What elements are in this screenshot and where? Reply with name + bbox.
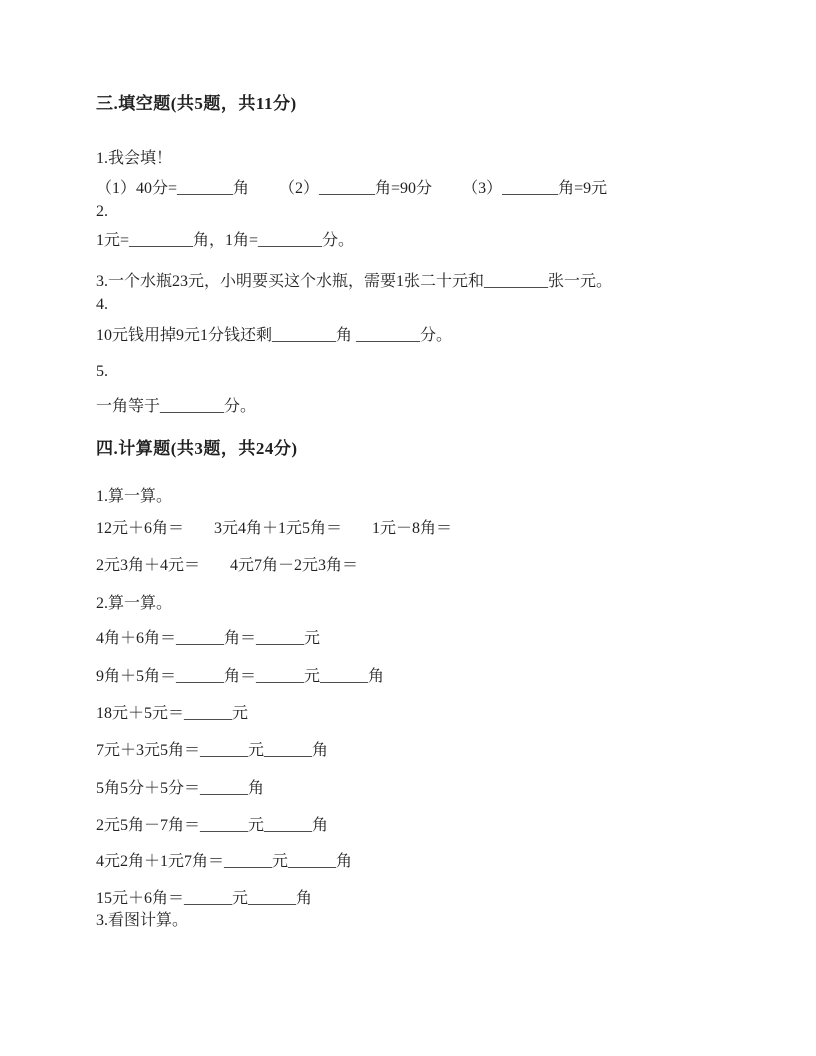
s3-q5-line: 一角等于________分。 (96, 398, 257, 415)
s4-q2-line-1: 4角＋6角＝______角＝______元 (96, 630, 321, 647)
equation: 1元－8角＝ (372, 520, 453, 537)
s4-q2-line-7: 4元2角＋1元7角＝______元______角 (96, 853, 353, 870)
s4-q2-line-8: 15元＋6角＝______元______角 (96, 890, 313, 907)
s4-q2-label: 2.算一算。 (96, 595, 173, 612)
s3-q2-number: 2. (96, 203, 108, 220)
s4-q2-line-5: 5角5分＋5分＝______角 (96, 780, 265, 797)
s4-q1-row-2 (96, 556, 388, 576)
equation: 12元＋6角＝ (96, 520, 185, 537)
s3-q1-label: 1.我会填！ (96, 150, 173, 167)
s4-q2-line-3: 18元＋5元＝______元 (96, 705, 249, 722)
s4-q1-row-1 (96, 519, 482, 539)
s3-q4-line: 10元钱用掉9元1分钱还剩________角 ________分。 (96, 327, 453, 344)
s3-q2-line: 1元=________角，1角=________分。 (96, 232, 355, 249)
s3-q1-part-1: （1）40分=_______角 (96, 180, 250, 197)
s3-q1-part-3: （3）_______角=9元 (462, 180, 608, 197)
equation: 2元3角＋4元＝ (96, 557, 201, 574)
s3-q3-line: 3.一个水瓶23元，小明要买这个水瓶，需要1张二十元和________张一元。 (96, 273, 613, 290)
s3-q5-number: 5. (96, 363, 108, 380)
equation: 3元4角＋1元5角＝ (214, 520, 343, 537)
s4-q2-line-2: 9角＋5角＝______角＝______元______角 (96, 668, 385, 685)
section-4-heading: 四.计算题(共3题，共24分) (96, 439, 298, 458)
s3-q1-parts-row (96, 179, 637, 199)
s3-q1-part-2: （2）_______角=90分 (279, 180, 433, 197)
equation: 4元7角－2元3角＝ (230, 557, 359, 574)
s3-q4-number: 4. (96, 296, 108, 313)
s4-q2-line-6: 2元5角－7角＝______元______角 (96, 817, 329, 834)
section-3-heading: 三.填空题(共5题，共11分) (96, 94, 297, 113)
s4-q3-label: 3.看图计算。 (96, 912, 189, 929)
s4-q2-line-4: 7元＋3元5角＝______元______角 (96, 742, 329, 759)
s4-q1-label: 1.算一算。 (96, 488, 173, 505)
